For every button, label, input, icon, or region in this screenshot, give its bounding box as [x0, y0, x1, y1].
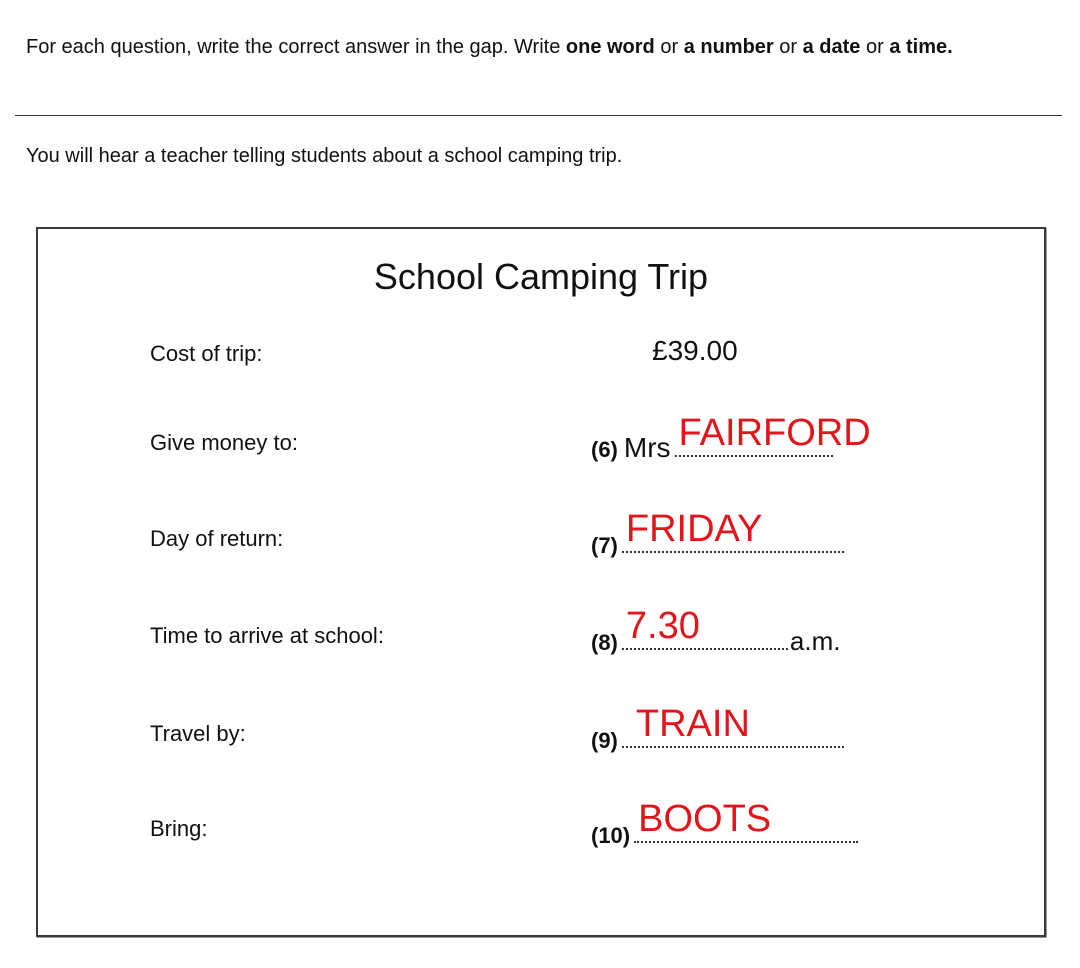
instructions-or: or — [860, 36, 890, 58]
label-bring: Bring: — [150, 816, 208, 841]
cost-value — [652, 337, 738, 367]
question-number-10: (10) — [591, 823, 631, 848]
label-time-to-arrive: Time to arrive at school: — [150, 623, 384, 648]
form-title: School Camping Trip — [373, 256, 709, 297]
answer-field-6[interactable] — [675, 412, 871, 457]
question-number-9: (9) — [591, 728, 618, 753]
instructions-a-date: a date — [802, 36, 861, 58]
handwritten-answer-6: FAIRFORD — [678, 412, 871, 454]
handwritten-answer-9: TRAIN — [635, 703, 750, 745]
instructions-one-word: one word — [565, 36, 655, 58]
answer-row-9 — [591, 703, 844, 755]
intro-text: You will hear a teacher telling students about a school camping trip. — [26, 145, 623, 167]
label-day-of-return: Day of return: — [150, 526, 284, 551]
question-number-8: (8) — [591, 630, 618, 655]
instructions-or: or — [773, 36, 803, 58]
answer-field-9[interactable] — [622, 703, 844, 748]
answer-row-6 — [591, 412, 871, 464]
handwritten-answer-10: BOOTS — [638, 798, 772, 840]
answer-field-10[interactable] — [634, 798, 858, 843]
form-box — [36, 227, 1046, 937]
answer-field-8[interactable] — [622, 605, 788, 650]
instructions — [26, 34, 1036, 60]
instructions-a-number: a number — [683, 36, 774, 58]
suffix-am: a.m. — [789, 626, 841, 656]
label-give-money-to: Give money to: — [150, 430, 298, 455]
handwritten-answer-7: FRIDAY — [625, 508, 763, 550]
divider — [15, 115, 1062, 116]
instructions-or: or — [654, 36, 684, 58]
answer-row-10 — [591, 798, 858, 850]
answer-row-8 — [591, 605, 841, 657]
question-number-6: (6) — [591, 437, 618, 462]
question-number-7: (7) — [591, 533, 618, 558]
answer-field-7[interactable] — [622, 508, 844, 553]
instructions-a-time: a time. — [889, 36, 953, 58]
instructions-text: For each question, write the correct answer in the gap. Write — [26, 36, 566, 58]
answer-row-7 — [591, 508, 844, 560]
cost-amount: £39.00 — [652, 335, 738, 366]
label-travel-by: Travel by: — [150, 721, 246, 746]
label-cost-of-trip: Cost of trip: — [150, 341, 263, 366]
prefix-mrs: Mrs — [623, 432, 671, 463]
handwritten-answer-8: 7.30 — [625, 605, 700, 647]
